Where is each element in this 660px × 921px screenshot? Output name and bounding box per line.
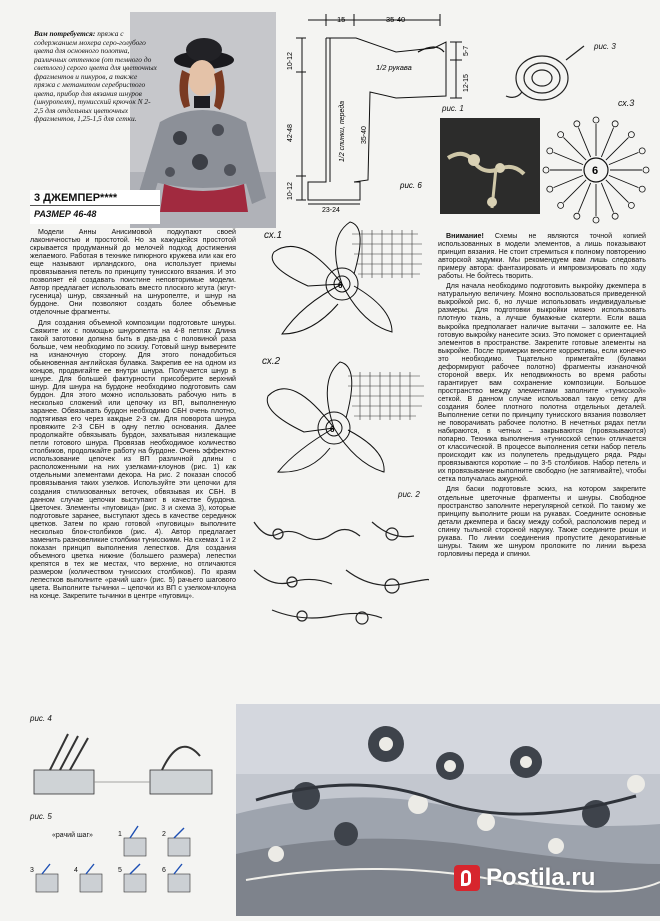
cx3-stitch-loop bbox=[543, 167, 549, 173]
fig1-label: рис. 1 bbox=[442, 104, 464, 113]
svg-text:3: 3 bbox=[30, 867, 34, 874]
fig4-drawing bbox=[30, 726, 216, 800]
fig5-label: рис. 5 bbox=[30, 812, 52, 821]
cx3-stitch-line bbox=[563, 137, 586, 160]
cx3-stitch-line bbox=[601, 183, 613, 213]
right-column-text bbox=[438, 232, 646, 702]
materials-body: пряжа с содержанием мохера серо-голубого цвета для основного полотна, различных оттенков (от темного до светлого) серого цвета для цветочных фрагментов и пикуров, а также пряжа с метанитом серебристого цвета, прибор для вязания шнуров (шнуропелт), тунисский крючок N 2-2,5 для отдельных цветочных фрагментов, 1,25-1,5 для сетки. bbox=[34, 29, 157, 123]
right-paragraph-2: Для начала необходимо подготовить выкройку джемпера в натуральную величину. Можно воспользоваться приведенной выкройкой рис. 6, но лучше использовать индивидуальные размеры. Для подготовки выкройки можно использовать плотную ткань, а лучше бумажные скатерти. Если ваша выкройка предполагает наличие вытачки – заложите ее. На готовую выкройку нанесите эскиз. Это поможет с ориентацией элементов в пространстве. Закрепите готовые элементы на выкройке. После примерки внесите коррективы, если конечно это необходимо. Тщательно приметайте (булавки деформируют рабочее полотно) фрагменты изнаночной стороной вверх. Их неподвижность во время работы гарантирует вам сохранение композиции. Большое пространство между элементами заполните «тунисской» сеткой. В данном случае использовал такую сетку для создания более плотного полотна отдельных деталей. Выполнение сетки по принципу тунисского вязания позволяет не поворачивать рабочее полотно. В нечетных рядах петли набираются, в четных – закрываются (провязываются) попарно. Техника выполнения «тунисской сетки» отличается от классической. В процессе выполнения сетки набор петель происходит как из полупетель предыдущего ряда. Ряды провязываются короткие – по 3-5 столбиков. Набор петель и их провязывание выполните свободно (не затягивайте), чтобы сетка получалась ажурной. bbox=[438, 282, 646, 484]
schema-dim-5-7: 5-7 bbox=[463, 45, 470, 56]
watermark bbox=[454, 864, 595, 892]
schema-dim-10-12-bottom: 10-12 bbox=[287, 182, 294, 200]
cx3-stitch-loop bbox=[574, 121, 580, 127]
schema-dim-23-24: 23-24 bbox=[322, 207, 340, 214]
left-column-text bbox=[30, 228, 236, 704]
cx3-stitch-loop bbox=[639, 186, 645, 192]
cx3-stitch-loop bbox=[612, 213, 618, 219]
schema-dim-35-40: 35-40 bbox=[386, 15, 406, 24]
cx3-center-number: 6 bbox=[592, 165, 599, 177]
cx3-diagram bbox=[540, 110, 652, 226]
schema-spine-label: 1/2 спинки, переда bbox=[339, 100, 346, 162]
left-paragraph-1: Модели Анны Анисимовой подкупают своей лаконичностью и простотой. Но за кажущейся простотой скрывается продуманный до мелочей подход достижения желаемого. Работая в технике гипюрного кружева или как его еще называют ирландского, она использует приемы провязывания петель по принципу тунисского вязания. И это позволяет ей создавать поистине неповторимые модели. Автор предлагает использовать вместо плоского жгута (жгут-гусеница) шнур, связанный на шнуропелте, и шнур на бурдоне. Они позволяют создать более объемные отделочные фрагменты. bbox=[30, 228, 236, 317]
cx3-stitch-line bbox=[609, 175, 639, 187]
cx2-center-number: 6 bbox=[330, 425, 335, 434]
fig1-photo bbox=[440, 118, 540, 214]
cx3-stitch-loop bbox=[547, 148, 553, 154]
cx3-stitch-loop bbox=[628, 202, 634, 208]
schema-dim-35-40-inner: 35-40 bbox=[361, 126, 368, 144]
cx3-stitch-loop bbox=[547, 186, 553, 192]
cx3-stitch-loop bbox=[574, 213, 580, 219]
pattern-heading: 3 ДЖЕМПЕР**** bbox=[30, 190, 160, 206]
schema-sleeve-label: 1/2 рукава bbox=[376, 63, 412, 72]
fig5-rachiy-label: «рачий шаг» bbox=[52, 832, 93, 839]
svg-text:1: 1 bbox=[118, 831, 122, 838]
schema-fig6-label: рис. 6 bbox=[400, 181, 422, 190]
right-paragraph-1 bbox=[438, 232, 646, 280]
fig5-drawing bbox=[30, 824, 216, 910]
schema-dim-42-48: 42-48 bbox=[287, 124, 294, 142]
cx2-diagram bbox=[244, 352, 434, 478]
watermark-text: Postila.ru bbox=[486, 864, 596, 891]
cx3-stitch-line bbox=[606, 180, 629, 203]
materials-text bbox=[34, 30, 158, 124]
svg-text:4: 4 bbox=[74, 867, 78, 874]
fig3-label: рис. 3 bbox=[594, 42, 616, 51]
cx3-stitch-line bbox=[606, 137, 629, 160]
svg-text:5: 5 bbox=[118, 867, 122, 874]
pattern-size: РАЗМЕР 46-48 bbox=[34, 209, 97, 219]
schema-dim-10-12-top: 10-12 bbox=[287, 52, 294, 70]
cx3-stitch-loop bbox=[612, 121, 618, 127]
materials-lead: Вам потребуется: bbox=[34, 29, 96, 38]
left-paragraph-2: Для создания объемной композиции подготовьте шнуры. Свяжите их с помощью шнуропелта на 4-8 петлях Длина такой заготовки должна быть в два-два с половиной раза больше, чем необходимо по эскизу. Готовый шнур выверните на изнаночную сторону. Для этого понадобиться обыкновенная английская булавка. Закрепив ее на одном из концов, продвигайте ее внутри шнура. Получается шнур в шнуре. Для большей фактурности присоберите верхний шнур. Для шнура на бурдоне необходимо подготовить сам бурдон. Для этого можно использовать рабочую нить в несколько сложений или цепочку из ВП, выполненную заранее. Обвязывать бурдон необходимо СБН очень плотно, подтягивая его через каждые 2-3 см. Для поворота шнура провяжите 2-3 СБН в одну петлю основания. Далее продолжайте обвязывать бурдон, захватывая низлежащие петли готового шнура. Провязав необходимое количество столбиков, продолжайте работу на бурдоне. Очень эффектно использование цепочек из ВП различной длины с расположенными на них узелками-клоунов (рис. 1) как отдельными элементами декора. На рис. 2 показан способ провязывания таких узелков. Используйте эти цепочки для создания стилизованных веточек, обвязывая их СБН. В данном случае цепочки выступают в качестве бурдона. Цветочек. Элементы «пуговица» (рис. 3 и схема 3), которые подготовьте заранее, выступают здесь в качестве серединок цветков. Затем по краю готовой «пуговицы» выполните несколько блок-столбиков (рис. 4). Автор предлагает заменить разновеликие столбики тунисскими. На схемах 1 и 2 показан принцип выполнения лепестков. Для создания объемного цветка нижние (большего размера) лепестки крепятся в тех же местах, что верхние, но отличаются размером (количеством тунисских столбиков). По краям лепестков выполните «рачий шаг» (рис. 5) рачьего шагового цвета. Выполните тычинки – цепочки из ВП с узелком-клоуна на конце. Закрепите тычинки в центре «пуговиц». bbox=[30, 318, 236, 601]
cx3-stitch-line bbox=[554, 152, 584, 164]
cx3-label: сх.3 bbox=[618, 98, 635, 108]
watermark-logo-icon bbox=[454, 865, 480, 891]
svg-text:2: 2 bbox=[162, 831, 166, 838]
lace-detail-photo bbox=[236, 704, 660, 916]
svg-text:6: 6 bbox=[162, 867, 166, 874]
schema-dim-12-15: 12-15 bbox=[463, 74, 470, 92]
cx3-stitch-loop bbox=[628, 132, 634, 138]
attention-lead: Внимание! bbox=[446, 232, 484, 240]
cx3-stitch-line bbox=[609, 152, 639, 164]
attention-text: Схемы не являются точной копией использованных в модели элементов, а лишь показывают принцип вязания. Не стоит стремиться к полному повторению авторской задумки. Мы рекомендуем вам лишь следовать примеру автора: фантазировать и импровизировать по ходу работы. Не бойтесь творить. bbox=[438, 232, 646, 281]
cx3-stitch-line bbox=[578, 183, 590, 213]
pattern-title-block bbox=[30, 190, 160, 224]
cx3-stitch-loop bbox=[593, 117, 599, 123]
cx3-stitch-line bbox=[563, 180, 586, 203]
cx1-center-number: 6 bbox=[338, 281, 343, 290]
cx3-stitch-loop bbox=[558, 202, 564, 208]
cx1-label: сх.1 bbox=[264, 230, 283, 241]
cx3-stitch-line bbox=[578, 128, 590, 158]
cx3-stitch-loop bbox=[639, 148, 645, 154]
fig4-label: рис. 4 bbox=[30, 714, 52, 723]
fig2-label: рис. 2 bbox=[398, 490, 420, 499]
cx3-stitch-line bbox=[554, 175, 584, 187]
cx2-label: сх.2 bbox=[262, 356, 281, 367]
schema-dim-15: 15 bbox=[337, 15, 346, 24]
cx3-stitch-loop bbox=[558, 132, 564, 138]
fig2-drawing bbox=[242, 500, 434, 630]
cx3-stitch-loop bbox=[593, 217, 599, 223]
right-paragraph-3: Для баски подготовьте эскиз, на котором закрепите отдельные цветочные фрагменты и шнуры. Свободное пространство заполните нерегулярной сеткой. По такому же принципу выполните рюши на рукавах. Соедините основные детали джемпера и баску между собой, расположив перед и спинку тыльной стороной наружу. Также соедините рюши и рукава. По линии соединения пропустите декоративные шнуры. Таким же шнуром проложите по линии выреза горловины переда и спинки. bbox=[438, 485, 646, 558]
cx3-stitch-line bbox=[601, 128, 613, 158]
cx3-stitch-loop bbox=[643, 167, 649, 173]
